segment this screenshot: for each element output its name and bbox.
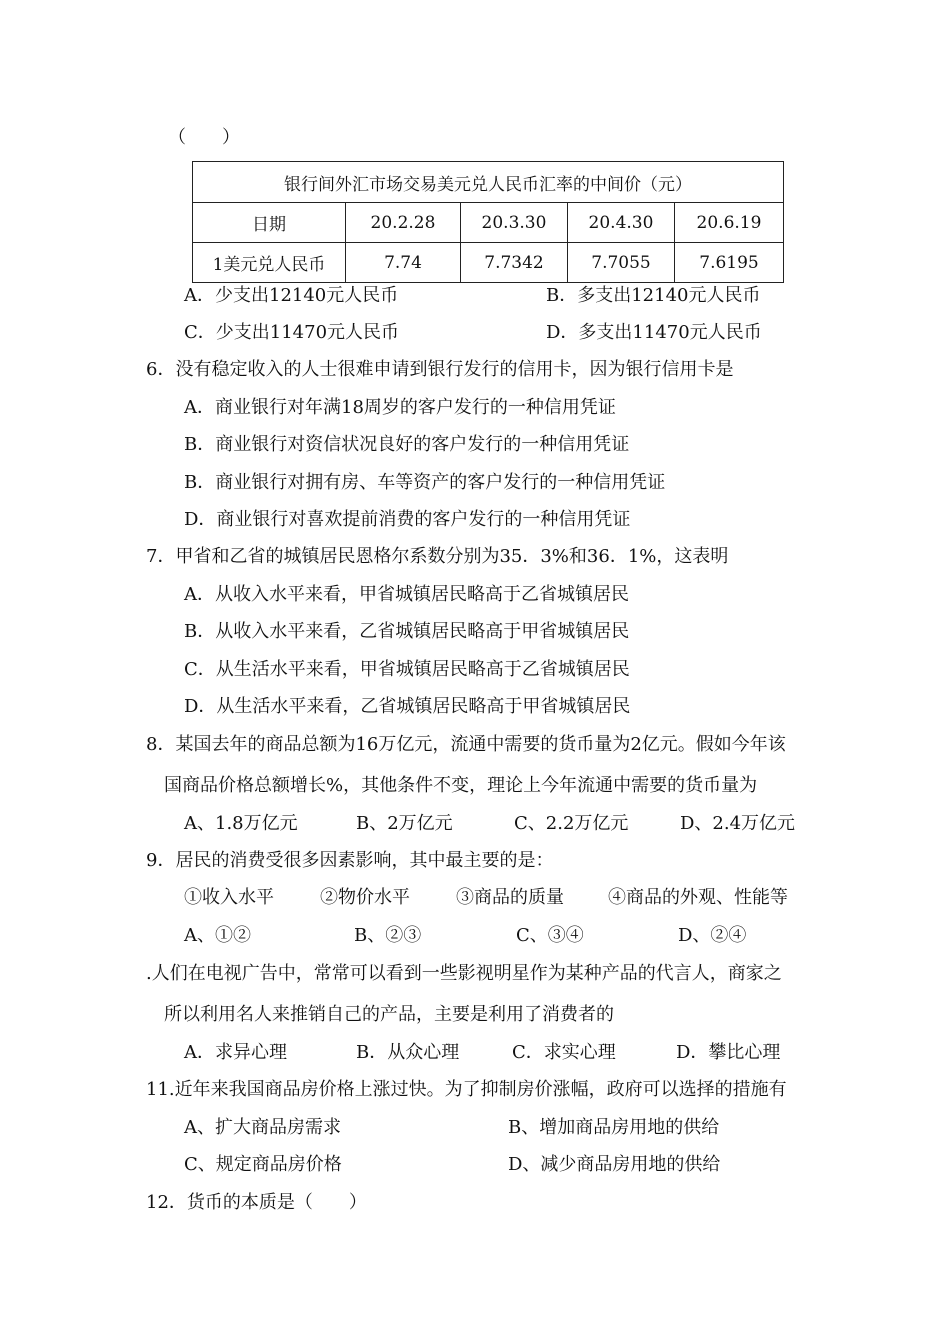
q10-stem-line2: 所以利用名人来推销自己的产品，主要是利用了消费者的 — [164, 1004, 614, 1025]
q6-option: D．商业银行对喜欢提前消费的客户发行的一种信用凭证 — [184, 509, 631, 530]
q6-option: B．商业银行对资信状况良好的客户发行的一种信用凭证 — [184, 434, 630, 455]
table-header-cell: 20.6.19 — [675, 203, 784, 243]
q7-stem: 7．甲省和乙省的城镇居民恩格尔系数分别为35．3%和36．1%，这表明 — [146, 546, 729, 567]
q8-option: C、2.2万亿元 — [514, 813, 629, 834]
q11-option-b: B、增加商品房用地的供给 — [508, 1117, 720, 1138]
q9-option: B、②③ — [354, 925, 422, 946]
q7-option: A．从收入水平来看，甲省城镇居民略高于乙省城镇居民 — [184, 584, 629, 605]
q9-stem: 9．居民的消费受很多因素影响，其中最主要的是： — [146, 850, 554, 871]
q10-option: B．从众心理 — [356, 1042, 460, 1063]
table-cell: 1美元兑人民币 — [193, 243, 346, 283]
q5-option-a: A．少支出12140元人民币 — [184, 285, 399, 306]
q8-option: D、2.4万亿元 — [680, 813, 796, 834]
q5-option-c: C．少支出11470元人民币 — [184, 322, 400, 343]
q9-option: D、②④ — [678, 925, 747, 946]
q7-option: C．从生活水平来看，甲省城镇居民略高于乙省城镇居民 — [184, 659, 630, 680]
q7-option: B．从收入水平来看，乙省城镇居民略高于甲省城镇居民 — [184, 621, 630, 642]
q6-option: B．商业银行对拥有房、车等资产的客户发行的一种信用凭证 — [184, 472, 666, 493]
q8-stem-line2: 国商品价格总额增长%，其他条件不变，理论上今年流通中需要的货币量为 — [164, 775, 758, 796]
q10-stem-line1: .人们在电视广告中，常常可以看到一些影视明星作为某种产品的代言人，商家之 — [146, 963, 782, 984]
q5-option-d: D．多支出11470元人民币 — [546, 322, 762, 343]
exchange-rate-table — [192, 161, 784, 283]
q9-item: ①收入水平 — [184, 887, 274, 908]
q9-option: A、①② — [184, 925, 251, 946]
q6-option: A．商业银行对年满18周岁的客户发行的一种信用凭证 — [184, 397, 616, 418]
q12-stem: 12．货币的本质是（ ） — [146, 1192, 367, 1213]
table-title: 银行间外汇市场交易美元兑人民币汇率的中间价（元） — [193, 162, 784, 203]
q11-option-c: C、规定商品房价格 — [184, 1154, 342, 1175]
q9-item: ④商品的外观、性能等 — [608, 887, 788, 908]
q5-answer-paren: （ ） — [168, 127, 240, 148]
q10-option: D．攀比心理 — [676, 1042, 781, 1063]
q8-stem-line1: 8．某国去年的商品总额为16万亿元，流通中需要的货币量为2亿元。假如今年该 — [146, 734, 786, 755]
table-header-cell: 日期 — [193, 203, 346, 243]
q11-option-a: A、扩大商品房需求 — [184, 1117, 341, 1138]
q10-option: A．求异心理 — [184, 1042, 287, 1063]
table-cell: 7.6195 — [675, 243, 784, 283]
table-cell: 7.7342 — [461, 243, 568, 283]
q8-option: B、2万亿元 — [356, 813, 453, 834]
q9-item: ③商品的质量 — [456, 887, 564, 908]
q11-option-d: D、减少商品房用地的供给 — [508, 1154, 721, 1175]
table-cell: 7.74 — [346, 243, 461, 283]
q11-stem: 11.近年来我国商品房价格上涨过快。为了抑制房价涨幅，政府可以选择的措施有 — [146, 1079, 787, 1100]
q5-option-b: B．多支出12140元人民币 — [546, 285, 761, 306]
table-header-cell: 20.4.30 — [568, 203, 675, 243]
q10-option: C．求实心理 — [512, 1042, 616, 1063]
q6-stem: 6．没有稳定收入的人士很难申请到银行发行的信用卡，因为银行信用卡是 — [146, 359, 734, 380]
table-header-cell: 20.2.28 — [346, 203, 461, 243]
q7-option: D．从生活水平来看，乙省城镇居民略高于甲省城镇居民 — [184, 696, 631, 717]
table-cell: 7.7055 — [568, 243, 675, 283]
q9-item: ②物价水平 — [320, 887, 410, 908]
q9-option: C、③④ — [516, 925, 584, 946]
table-header-cell: 20.3.30 — [461, 203, 568, 243]
q8-option: A、1.8万亿元 — [184, 813, 298, 834]
